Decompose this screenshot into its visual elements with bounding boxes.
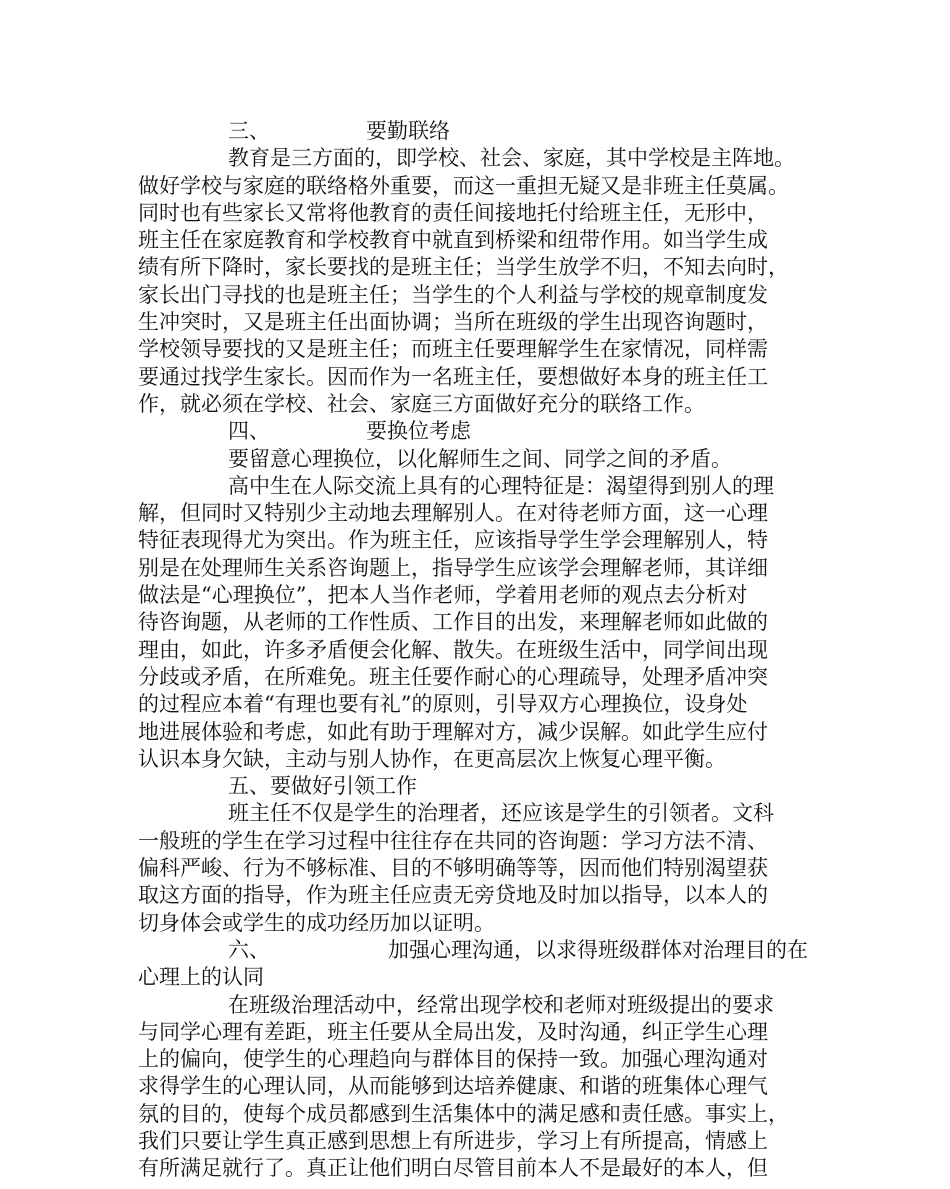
section-heading-6-continuation: 心理上的认同 <box>138 965 264 990</box>
paragraph-line: 班主任不仅是学生的治理者，还应该是学生的引领者。文科 <box>228 801 774 826</box>
heading-number: 四、 <box>228 419 270 444</box>
paragraph-line: 氛的目的，使每个成员都感到生活集体中的满足感和责任感。事实上， <box>138 1101 789 1126</box>
paragraph-line: 要留意心理换位，以化解师生之间、同学之间的矛盾。 <box>228 446 732 471</box>
section-heading-3 <box>138 118 818 145</box>
paragraph-line: 同时也有些家长又常将他教育的责任间接地托付给班主任，无形中， <box>138 200 768 225</box>
paragraph-line: 要通过找学生家长。因而作为一名班主任，要想做好本身的班主任工 <box>138 364 768 389</box>
paragraph-line: 解，但同时又特别少主动地去理解别人。在对待老师方面，这一心理 <box>138 501 768 526</box>
paragraph-line: 待咨询题，从老师的工作性质、工作目的出发，来理解老师如此做的 <box>138 610 768 635</box>
paragraph-line: 与同学心理有差距，班主任要从全局出发，及时沟通，纠正学生心理 <box>138 1019 768 1044</box>
paragraph-line: 家长出门寻找的也是班主任；当学生的个人利益与学校的规章制度发 <box>138 282 768 307</box>
section-heading-6 <box>138 937 818 964</box>
paragraph-line: 做法是“心理换位”，把本人当作老师，学着用老师的观点去分析对 <box>138 583 748 608</box>
heading-text: 加强心理沟通，以求得班级群体对治理目的在 <box>388 937 808 962</box>
paragraph-line: 生冲突时，又是班主任出面协调；当所在班级的学生出现咨询题时， <box>138 310 768 335</box>
paragraph-line: 一般班的学生在学习过程中往往存在共同的咨询题：学习方法不清、 <box>138 828 768 853</box>
paragraph-line: 切身体会或学生的成功经历加以证明。 <box>138 910 495 935</box>
heading-number: 六、 <box>228 937 270 962</box>
heading-text: 要勤联络 <box>366 119 450 143</box>
document-page <box>138 118 818 1183</box>
paragraph-line: 的过程应本着“有理也要有礼”的原则，引导双方心理换位，设身处 <box>138 692 748 717</box>
paragraph-line: 认识本身欠缺，主动与别人协作，在更高层次上恢复心理平衡。 <box>138 746 726 771</box>
paragraph-line: 我们只要让学生真正感到思想上有所进步，学习上有所提高，情感上 <box>138 1128 768 1153</box>
paragraph-line: 作，就必须在学校、社会、家庭三方面做好充分的联络工作。 <box>138 391 705 416</box>
paragraph-line: 教育是三方面的，即学校、社会、家庭，其中学校是主阵地。 <box>228 146 795 171</box>
paragraph-line: 偏科严峻、行为不够标准、目的不够明确等等，因而他们特别渴望获 <box>138 856 768 881</box>
paragraph-line: 做好学校与家庭的联络格外重要，而这一重担无疑又是非班主任莫属。 <box>138 173 789 198</box>
paragraph-line: 绩有所下降时，家长要找的是班主任；当学生放学不归，不知去向时， <box>138 255 789 280</box>
heading-text: 要换位考虑 <box>366 419 471 444</box>
paragraph-line: 求得学生的心理认同，从而能够到达培养健康、和谐的班集体心理气 <box>138 1074 768 1099</box>
section-heading-5 <box>138 773 818 800</box>
paragraph-line: 在班级治理活动中，经常出现学校和老师对班级提出的要求 <box>228 992 774 1017</box>
paragraph-line: 分歧或矛盾，在所难免。班主任要作耐心的心理疏导，处理矛盾冲突 <box>138 664 768 689</box>
heading-number: 五、 <box>228 774 270 799</box>
paragraph-line: 理由，如此，许多矛盾便会化解、散失。在班级生活中，同学间出现 <box>138 637 768 662</box>
paragraph-line: 取这方面的指导，作为班主任应责无旁贷地及时加以指导，以本人的 <box>138 883 768 908</box>
paragraph-line: 地进展体验和考虑，如此有助于理解对方，减少误解。如此学生应付 <box>138 719 768 744</box>
heading-text: 要做好引领工作 <box>270 774 417 799</box>
paragraph-line: 高中生在人际交流上具有的心理特征是：渴望得到别人的理 <box>228 473 774 498</box>
paragraph-line: 特征表现得尤为突出。作为班主任，应该指导学生学会理解别人，特 <box>138 528 768 553</box>
heading-number: 三、 <box>228 119 270 143</box>
paragraph-line: 别是在处理师生关系咨询题上，指导学生应该学会理解老师，其详细 <box>138 555 768 580</box>
paragraph-line: 班主任在家庭教育和学校教育中就直到桥梁和纽带作用。如当学生成 <box>138 228 768 253</box>
paragraph-line: 有所满足就行了。真正让他们明白尽管目前本人不是最好的本人，但 <box>138 1156 768 1181</box>
paragraph-line: 上的偏向，使学生的心理趋向与群体目的保持一致。加强心理沟通对 <box>138 1047 768 1072</box>
section-heading-4 <box>138 418 818 445</box>
paragraph-line: 学校领导要找的又是班主任；而班主任要理解学生在家情况，同样需 <box>138 337 768 362</box>
